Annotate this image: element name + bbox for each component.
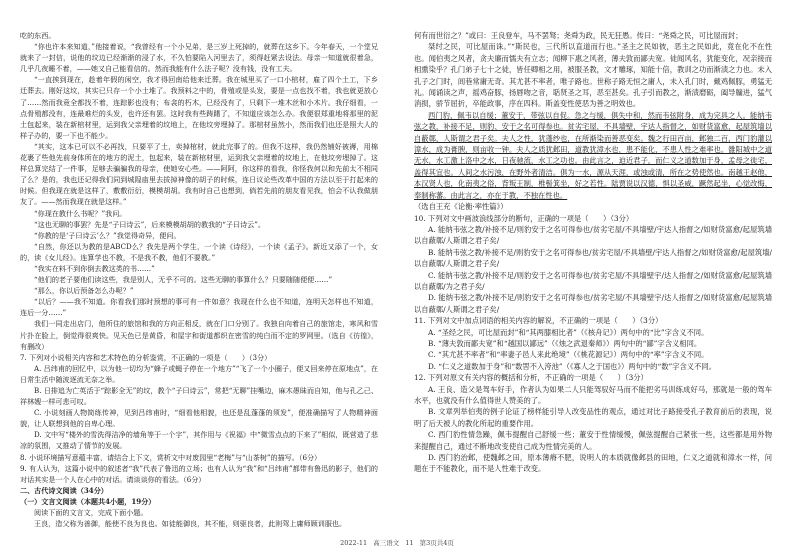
story-paragraph: “这也无聊的事罢？先是“子曰诗云”，后来模模胡胡的教我的“子曰诗云”。: [34, 219, 265, 229]
story-paragraph: “你现在教什么书呢？”我问。: [34, 208, 127, 218]
option-11b: B. “薄夫敦而鄙夫宽”和“越国以鄙远”（《烛之武退秦师》）两句中的“鄙”字含义相同。: [428, 338, 702, 348]
option-12d: D. 西门豹治邺，使魏邺之田，原本薄瘠不肥，说明人的本质就像邺县的田地，仁义之道就和漳水一样，问题在于不能教化，而不是人性难于改变。: [414, 453, 772, 474]
section-2a-heading: （一）文言文阅读（本题共4小题，19分）: [20, 496, 156, 506]
option-11d: D. “仁义之道数加于身”和“数罟不入洿池”（《寡人之于国也》）两句中的“数”字含义不同。: [428, 361, 716, 371]
story-paragraph: “那么，你以后预备怎么办呢？”: [34, 286, 134, 296]
footer-date: 2022-11: [340, 539, 368, 547]
option-11c: C. “其尤甚不率者”和“率妻子邑人来此绝境”（《桃花源记》）两句中的“率”字含义不同。: [428, 350, 709, 360]
story-paragraph: 我们一同走出店门，他所住的旅馆和我的方向正相反，就在门口分别了。我独自向着自己的旅馆走，寒风和雪片扑在脸上，倒觉得很爽快。见天色已是黄昏，和屋宇和街道都织在密雪的纯白而不定的罗网里。（选自《彷徨》，有删改）: [20, 319, 378, 351]
question-8: 8. 小说环境描写意蕴丰富，请结合上下文，赏析文中对废园里“老梅”与“山茶树”的描写。（6分）: [20, 452, 322, 462]
story-paragraph: “我实在料不到你倒去教这类的书……”: [34, 263, 155, 273]
option-10d: D. 能纳韦弦之教/补接不足/则豹安于之名可得参也/贫劣宅屋/不具墙壁宇/达人指督之/如财货富愈/起屋筑墙以自蔽鄣/人斯谓之君子矣/: [414, 293, 772, 314]
source-note: （选自王充《论衡·率性篇》）: [414, 202, 508, 212]
question-7: 7. 下列对小说相关内容和艺术特色的分析鉴赏，不正确的一项是（ ）（3分）: [20, 352, 272, 362]
left-column: [20, 30, 378, 529]
story-paragraph: “他们的老子要他们读这些，我是别人，无乎不可的。这些无聊的事算什么？只要随随便便……”: [34, 275, 333, 285]
story-paragraph: “你也许本来知道，”他接着说，“我曾经有一个小兄弟，是三岁上死掉的，就葬在这乡下。今年春天，一个堂兄就来了一封信，说他的坟边已经渐渐的浸了水，不久怕要陷入河里去了，须得赶紧去设法。母亲一知道就很着急，几乎几夜睡不着，——她又自己能看信的。然而我能有什么法子呢？没有钱，没有工夫。: [20, 42, 378, 74]
story-paragraph: “一直挨到现在，趁着年假的闲空，我才得回南给他来迁葬。我在城里买了一口小棺材，雇了四个土工，下乡迁葬去。刚好这坟，其实已只存一个小土堆了。我预料之中的，骨殖或是头发，要是一点也找不着，我也就更放心了……然而我竟全都找不着，连踪影也没有；布衾的朽木，已经没有了，只剩下一堆木丝和小木片。我仔细看，一点骨殖都没有，连最难烂的头发，也许还有罢。这时我有些踌躇了，不知道应该怎么办。我便很郑重地将那里的泥土包起来，装在新棺材里，运到我父亲埋着的坟地上，在他坟旁埋掉了。那棺材虽然小，然而我们也还是照大人的样子办的，要一下也不能少。: [20, 75, 378, 140]
section-2-heading: 二、古代诗文阅读（34分）: [20, 485, 108, 495]
option-12a: A. 王良、造父是驾车好手，作者认为如果二人只能驾驭好马而不能把劣马训练成好马，那就是一般的驾车水平，也就没有什么值得世人赞美的了。: [414, 384, 772, 405]
classical-paragraph: 桀纣之民，可比屋而诛。”“斯民也，三代所以直道而行也。”圣主之民如彼，恶主之民如此，竟在化不在性也。闻伯夷之风者，贪夫廉而懦夫有立志；闻柳下惠之风者，薄夫敦而鄙夫宽。徒闻风名，犹能变化，况亲接而相熏染乎？孔门弟子七十之徒，皆任卿相之用，被服圣教，文才雕琢，知能十倍，教训之功而渐渍之力也。未入孔子之门时，闾巷常庸无奇。其尤甚不率者，唯子路也。世称子路无恒之庸人，未入孔门时，戴鸡佩豚，勇猛无礼。闻诵读之声，摇鸡奋豚，扬唇吻之音，聒贤圣之耳，恶至甚矣。孔子引而教之，渐渍磨砺，阖导牖进，猛气消损，骄节屈折，卒能政事，序在四科。斯盖变性使恶为善之明效也。: [414, 42, 772, 109]
header-left: 吃的东西。: [20, 31, 56, 40]
question-10: 10. 下列对文中画波浪线部分的断句，正确的一项是（ ）（3分）: [414, 213, 634, 223]
header-right: 何有而世衍之？”或曰：王良登车，马不罢驽；尧舜为政，民无狂愚。传曰：“尧舜之民，可比屋而封；: [414, 31, 743, 40]
page-footer: [0, 538, 794, 547]
story-paragraph: “其实，这本已可以不必再找，只要平了土，卖掉棺材，就此完事了的。但我不这样，我仍然铺好被褥，用棉花裹了些他先前身体所在的地方的泥土，包起来，装在新棺材里，运到我父亲埋着的坟地上，在他坟旁埋掉了。这样总算完结了一件事，足够去骗骗我的母亲，使她安心些。——阿阿，你这样的看我，你怪我何以和先前太不相同了么？是的，我也还记得我们同到城隍庙里去拔掉神像的胡子的时候，连日议论些改革中国的方法以至于打起来的时候。但我现在就是这样了，敷敷衍衍，模模胡胡。我有时自己也想到，倘若先前的朋友看见我，怕会不认我做朋友了。——然而我现在就是这样。”: [20, 141, 378, 207]
option-10c: C. 能纳韦弦之教/补接不足/则豹安于之名可得参也/贫劣宅屋/不具墙壁宇/达人指督之/如财货富愈/起屋筑墙以自蔽鄣/为之君子矣/: [414, 270, 772, 291]
right-column: [414, 30, 772, 475]
footer-exam: 高三语文 11: [373, 539, 414, 547]
question-9: 9. 有人认为，这篇小说中的叙述者“我”代表了鲁迅的立场；也有人认为“我”和“吕纬甫”都带有鲁迅的影子，他们的对话其实是一个人在心中的对话。请谈谈你的看法。（6分）: [20, 463, 378, 484]
option-12b: B. 文章列举伯夷的例子论证了榜样能引导人改变品性的观点，通过对比子路接受孔子教育前后的表现，说明了后天被人的教化所起的重要作用。: [414, 407, 772, 428]
story-paragraph: “自然，你还以为教的是ABCD么？我先是两个学生，一个读《诗经》，一个读《孟子》。新近又添了一个，女的，读《女儿经》。连算学也不教，不是我不教，他们不要教。”: [20, 241, 378, 262]
section-2a-instruction: 阅读下面的文言文，完成下面小题。: [34, 508, 148, 518]
classical-text-start: 王良，造父称为善御，能使不良为良也。如徒能御良，其不能，则驱良者，此则驾上庸师顾训服也。: [34, 519, 347, 529]
option-7c: C. 小说刻画人物简练传神，见到吕纬甫时，“细看他相貌，也还是乱蓬蓬的须发”，便准确描写了人物精神面貌，让人联想到他的自卑心理。: [20, 408, 378, 429]
story-paragraph: “你教的是‘子曰诗云’么？”我觉得奇异，便问。: [34, 230, 181, 240]
option-7a: A. 吕纬甫的回忆中，以为他一切均为“蜂子或蝇子停在一个地方”“飞了一个小圈子，便又回来停在原地点”，在日常生活中随波逐流无奈之举。: [20, 363, 378, 384]
story-paragraph: “以后？——我不知道。你看我们那时预想的事可有一件如意？我现在什么也不知道，连明天怎样也不知道，连后一分……”: [20, 297, 378, 318]
footer-page: 第3页共4页: [419, 539, 454, 547]
option-7d: D. 文中写“楼外的雪洗得洁净的墙角等于一个字”，其作用与《祝福》中“微雪点点的下来了”相似，既营造了悲凉的氛围，又推动了情节的发展。: [20, 430, 378, 451]
option-11a: A. “圣经之民，可比屋而封”和“其两膝相比者”（《核舟记》）两句中的“比”字含义不同。: [428, 327, 709, 337]
option-10a: A. 能纳韦弦之教/补接不足/则豹安于之名可得参也/贫劣宅屋/不具墙壁/宇达人指督之/如财货富愈/起屋筑墙以自蔽鄣/人斯谓之君子矣/: [414, 224, 772, 246]
question-12: 12. 下列对原文有关内容的概括和分析，不正确的一项是（ ）（3分）: [414, 373, 648, 383]
classical-paragraph-wavy: 西门豹，佩韦以自缓；董安于，带弦以自促。急之与缓，俱失中和，然而韦弦附身，成为完具之人。能纳韦弦之教，补接不足，则豹、安于之名可得参也。贫劣宅屋，不具墙壁，宇达人指督之，如财货富愈，起屋筑墙以自蔽鄣，人斯谓之君子矣。夫人之性，犹蓬纱也，在所渐染而善恶变矣。魏之行田百亩，邺独二百，西门豹灌以漳水，成为膏腴，则亩收一钟。夫人之质犹邺田，道教犹漳水也，患不能化，不患人性之难率也。雒阳城中之道无水，水工激上洛中之水，日夜驰流，水工之功也。由此言之，迫近君子，而仁义之道数加于身，孟母之徙宅，盖得其宜也。人间之水污浊，在野外者清洁。俱为一水，源从天涯，或浊或清，所在之势使然也。南越王赵他，本汉贤人也，化南夷之俗，背叛王制，椎髻箕坐，好之若性。陆贾说以汉德，惧以圣威，蹶然起坐，心觉改悔，奉制称蕃。由此言之，亦在于教，不独在性也。: [414, 110, 772, 200]
option-7b: B. 日排追为亡英活于“踪影全无”的坟，教个“子曰诗云”，常把“无聊”挂嘴边，麻木愚昧而自知，他与孔乙己、祥林嫂一样可悲可叹。: [20, 386, 378, 407]
option-10b: B. 能纳韦弦之教/补接不足/则豹安于之名可得参也/贫劣宅屋/不具墙壁/宇达人指督之/如财货富愈/起屋筑墙/以自蔽鄣/人斯谓之君子矣/: [414, 247, 772, 269]
option-12c: C. 西门豹性情急躁，佩韦提醒自己舒缓一些；董安于性情缓慢，佩弦提醒自己紧张一些，这些都是用外物来提醒自己，通过不断地改变使自己成为性情完美的人。: [414, 430, 772, 451]
question-11: 11. 下列对文中加点词语的相关内容的解说，不正确的一项是（ ）（3分）: [414, 316, 663, 326]
